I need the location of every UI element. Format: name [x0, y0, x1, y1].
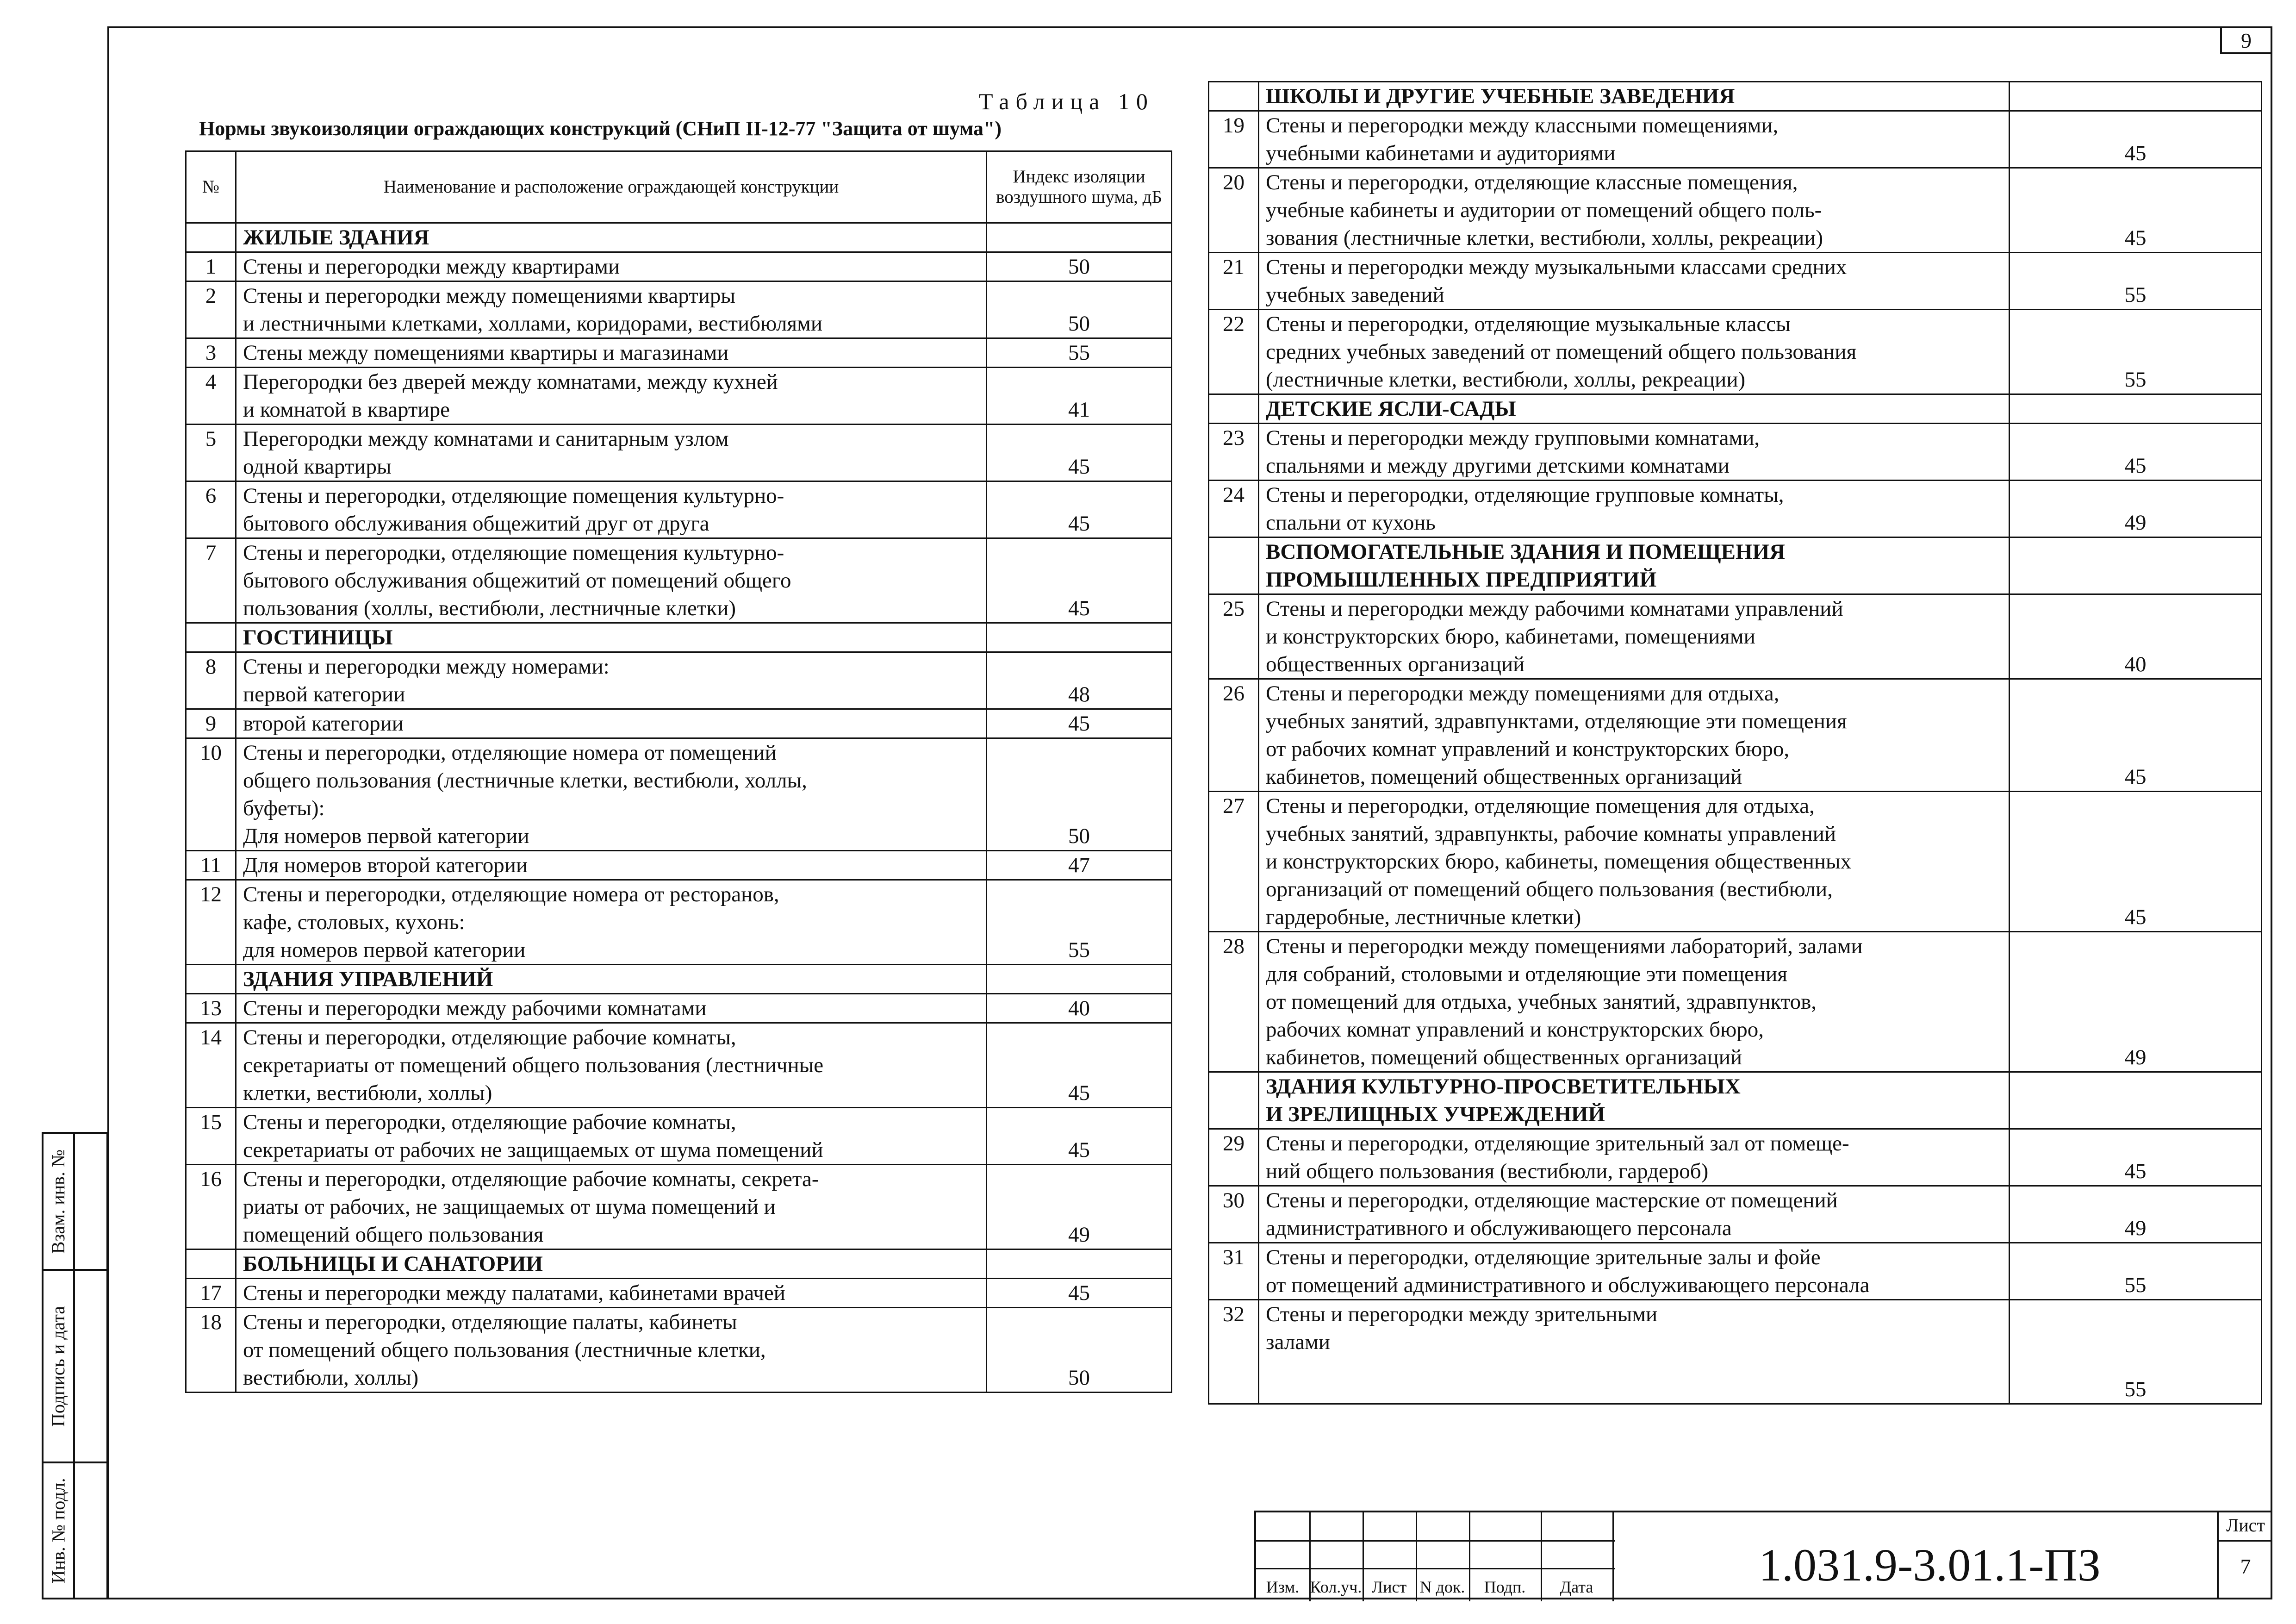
sheet-label: Лист: [2226, 1515, 2265, 1536]
row-name: ГОСТИНИЦЫ: [236, 623, 987, 652]
stamp-podpis: [42, 1269, 108, 1463]
row-name: Стены между помещениями квартиры и магазинами: [236, 338, 987, 368]
table-row: [1209, 1129, 2262, 1186]
row-number: 4: [186, 368, 236, 425]
table-number: Таблица 10: [979, 88, 1154, 114]
row-value: 47: [987, 851, 1172, 880]
row-name: ЗДАНИЯ КУЛЬТУРНО-ПРОСВЕТИТЕЛЬНЫХ И ЗРЕЛИЩНЫХ УЧРЕЖДЕНИЙ: [1259, 1072, 2010, 1129]
row-number: 3: [186, 338, 236, 368]
table-row: [186, 281, 1172, 338]
hdr-izm: Изм.: [1266, 1578, 1300, 1596]
row-value: 41: [987, 368, 1172, 425]
row-number: 15: [186, 1108, 236, 1165]
row-value: 40: [987, 994, 1172, 1023]
row-number: 30: [1209, 1186, 1259, 1243]
section-row: [186, 223, 1172, 252]
row-name: Стены и перегородки между номерами: первой категории: [236, 652, 987, 709]
row-value: 45: [987, 425, 1172, 481]
row-number: 11: [186, 851, 236, 880]
row-value: 50: [987, 1308, 1172, 1393]
row-name: Стены и перегородки между музыкальными классами средних учебных заведений: [1259, 253, 2010, 310]
row-name: ШКОЛЫ И ДРУГИЕ УЧЕБНЫЕ ЗАВЕДЕНИЯ: [1259, 82, 2010, 111]
row-name: Стены и перегородки, отделяющие зрительные залы и фойе от помещений административного и обслуживающего персонала: [1259, 1243, 2010, 1300]
row-value: 45: [2010, 1129, 2262, 1186]
table-row: [186, 652, 1172, 709]
row-value: 45: [2010, 424, 2262, 481]
title-block: [1254, 1511, 2272, 1599]
row-name: Стены и перегородки, отделяющие групповые комнаты, спальни от кухонь: [1259, 481, 2010, 537]
row-value: 49: [2010, 932, 2262, 1072]
row-value: 55: [2010, 253, 2262, 310]
row-value: [987, 1249, 1172, 1279]
section-row: [186, 965, 1172, 994]
section-row: [1209, 394, 2262, 424]
row-name: ДЕТСКИЕ ЯСЛИ-САДЫ: [1259, 394, 2010, 424]
stamp-vzam: [42, 1132, 108, 1271]
row-name: Стены и перегородки, отделяющие номера от ресторанов, кафе, столовых, кухонь: для номеров первой категории: [236, 880, 987, 965]
row-name: Стены и перегородки, отделяющие номера от помещений общего пользования (лестничные клетки, вестибюли, холлы, буфеты): Для номеров первой категории: [236, 738, 987, 851]
row-number: 21: [1209, 253, 1259, 310]
row-value: [2010, 82, 2262, 111]
row-value: 55: [2010, 310, 2262, 394]
hdr-list: Лист: [1371, 1578, 1407, 1596]
table-row: [186, 880, 1172, 965]
document-code: 1.031.9-3.01.1-ПЗ: [1759, 1539, 2101, 1591]
row-number: 12: [186, 880, 236, 965]
row-name: Стены и перегородки, отделяющие палаты, кабинеты от помещений общего пользования (лестничные клетки, вестибюли, холлы): [236, 1308, 987, 1393]
row-name: Стены и перегородки между рабочими комнатами: [236, 994, 987, 1023]
row-number: 31: [1209, 1243, 1259, 1300]
row-value: 50: [987, 252, 1172, 281]
left-table: [185, 150, 1172, 1393]
row-name: Перегородки между комнатами и санитарным узлом одной квартиры: [236, 425, 987, 481]
stamp-podpis-label: Подпись и дата: [48, 1305, 69, 1427]
row-name: Стены и перегородки, отделяющие рабочие комнаты, секретариаты от рабочих не защищаемых от шума помещений: [236, 1108, 987, 1165]
row-name: Стены и перегородки, отделяющие музыкальные классы средних учебных заведений от помещений общего пользования (лестничные клетки, вестибюли, холлы, рекреации): [1259, 310, 2010, 394]
row-number: [186, 623, 236, 652]
table-row: [186, 1165, 1172, 1249]
hdr-data: Дата: [1560, 1578, 1593, 1596]
row-value: 55: [2010, 1300, 2262, 1404]
section-row: [1209, 1072, 2262, 1129]
row-value: [987, 965, 1172, 994]
row-number: [1209, 537, 1259, 594]
row-number: 14: [186, 1023, 236, 1108]
table-row: [186, 338, 1172, 368]
row-name: Стены и перегородки между помещениями лабораторий, залами для собраний, столовыми и отделяющие эти помещения от помещений для отдыха, учебных занятий, здравпунктов, рабочих комнат управлений и конструкторских бюро, кабинетов, помещений общественных организаций: [1259, 932, 2010, 1072]
row-number: [186, 1249, 236, 1279]
row-number: 7: [186, 538, 236, 623]
row-value: 40: [2010, 594, 2262, 679]
section-row: [1209, 537, 2262, 594]
row-name: Стены и перегородки, отделяющие рабочие комнаты, секретариаты от помещений общего пользования (лестничные клетки, вестибюли, холлы): [236, 1023, 987, 1108]
table-row: [1209, 932, 2262, 1072]
row-value: 45: [2010, 679, 2262, 792]
right-table: [1208, 81, 2262, 1405]
section-row: [186, 623, 1172, 652]
row-value: 55: [2010, 1243, 2262, 1300]
table-row: [1209, 1300, 2262, 1404]
row-name: БОЛЬНИЦЫ И САНАТОРИИ: [236, 1249, 987, 1279]
row-value: 50: [987, 738, 1172, 851]
sheet-number: 7: [2240, 1555, 2251, 1578]
row-value: [2010, 537, 2262, 594]
row-number: 5: [186, 425, 236, 481]
row-number: 6: [186, 481, 236, 538]
row-number: 25: [1209, 594, 1259, 679]
row-name: Стены и перегородки, отделяющие классные помещения, учебные кабинеты и аудитории от помещений общего поль- зования (лестничные клетки, вестибюли, холлы, рекреации): [1259, 168, 2010, 253]
hdr-ndok: N док.: [1419, 1578, 1465, 1596]
table-row: [186, 851, 1172, 880]
table-row: [1209, 481, 2262, 537]
row-value: 49: [2010, 1186, 2262, 1243]
row-name: ЖИЛЫЕ ЗДАНИЯ: [236, 223, 987, 252]
table-row: [186, 994, 1172, 1023]
row-value: 45: [987, 481, 1172, 538]
row-number: 17: [186, 1279, 236, 1308]
row-name: Стены и перегородки, отделяющие помещения культурно- бытового обслуживания общежитий от помещений общего пользования (холлы, вестибюли, лестничные клетки): [236, 538, 987, 623]
row-number: 13: [186, 994, 236, 1023]
row-number: [186, 965, 236, 994]
table-row: [1209, 594, 2262, 679]
table-row: [1209, 424, 2262, 481]
row-number: [1209, 394, 1259, 424]
row-name: Стены и перегородки между квартирами: [236, 252, 987, 281]
row-name: Стены и перегородки между классными помещениями, учебными кабинетами и аудиториями: [1259, 111, 2010, 168]
row-value: 48: [987, 652, 1172, 709]
stamp-inv-label: Инв. № подл.: [48, 1478, 69, 1583]
table-row: [186, 1108, 1172, 1165]
table-row: [186, 738, 1172, 851]
row-name: Стены и перегородки, отделяющие зрительный зал от помеще- ний общего пользования (вестибюли, гардероб): [1259, 1129, 2010, 1186]
section-row: [186, 1249, 1172, 1279]
row-number: [1209, 1072, 1259, 1129]
row-value: 55: [987, 880, 1172, 965]
row-value: 45: [987, 709, 1172, 738]
row-number: 29: [1209, 1129, 1259, 1186]
row-number: 9: [186, 709, 236, 738]
row-value: 45: [987, 1108, 1172, 1165]
hdr-podp: Подп.: [1484, 1578, 1526, 1596]
table-row: [1209, 111, 2262, 168]
row-value: 45: [987, 1023, 1172, 1108]
table-row: [186, 1279, 1172, 1308]
stamp-inv: [42, 1462, 108, 1599]
row-value: [987, 623, 1172, 652]
table-row: [186, 368, 1172, 425]
row-number: 10: [186, 738, 236, 851]
row-name: Стены и перегородки, отделяющие помещения для отдыха, учебных занятий, здравпункты, рабочие комнаты управлений и конструкторских бюро, кабинеты, помещения общественных организаций от помещений общего пользования (вестибюли, гардеробные, лестничные клетки): [1259, 792, 2010, 932]
row-number: 2: [186, 281, 236, 338]
row-value: 45: [2010, 792, 2262, 932]
row-number: 8: [186, 652, 236, 709]
table-row: [1209, 253, 2262, 310]
row-name: Стены и перегородки между помещениями для отдыха, учебных занятий, здравпунктами, отделяющие эти помещения от рабочих комнат управлений и конструкторских бюро, кабинетов, помещений общественных организаций: [1259, 679, 2010, 792]
row-number: 32: [1209, 1300, 1259, 1404]
table-row: [186, 1308, 1172, 1393]
hdr-kol: Кол.уч.: [1310, 1578, 1362, 1596]
table-row: [186, 252, 1172, 281]
row-value: [2010, 394, 2262, 424]
stamp-vzam-label: Взам. инв. №: [48, 1149, 69, 1254]
row-name: Стены и перегородки между палатами, кабинетами врачей: [236, 1279, 987, 1308]
row-value: [2010, 1072, 2262, 1129]
row-name: Стены и перегородки, отделяющие помещения культурно- бытового обслуживания общежитий друг от друга: [236, 481, 987, 538]
row-name: Перегородки без дверей между комнатами, между кухней и комнатой в квартире: [236, 368, 987, 425]
row-number: 23: [1209, 424, 1259, 481]
row-name: второй категории: [236, 709, 987, 738]
sheet-box: [2217, 1511, 2272, 1599]
table-row: [186, 1023, 1172, 1108]
section-row: [1209, 82, 2262, 111]
table-row: [186, 481, 1172, 538]
row-number: [1209, 82, 1259, 111]
row-number: 16: [186, 1165, 236, 1249]
table-title: Нормы звукоизоляции ограждающих конструкций (СНиП II-12-77 "Защита от шума"): [199, 117, 1002, 140]
header-num: №: [186, 151, 236, 223]
row-value: 45: [2010, 168, 2262, 253]
header-index: Индекс изоляции воздушного шума, дБ: [987, 151, 1172, 223]
row-number: 20: [1209, 168, 1259, 253]
table-row: [186, 425, 1172, 481]
table-row: [1209, 792, 2262, 932]
row-number: 24: [1209, 481, 1259, 537]
row-name: Стены и перегородки между групповыми комнатами, спальнями и между другими детскими комнатами: [1259, 424, 2010, 481]
row-name: Стены и перегородки, отделяющие мастерские от помещений административного и обслуживающего персонала: [1259, 1186, 2010, 1243]
row-name: Стены и перегородки между зрительными залами: [1259, 1300, 2010, 1404]
row-value: 45: [987, 538, 1172, 623]
table-row: [1209, 168, 2262, 253]
row-value: 45: [2010, 111, 2262, 168]
row-number: 26: [1209, 679, 1259, 792]
row-number: 27: [1209, 792, 1259, 932]
row-number: 28: [1209, 932, 1259, 1072]
row-name: Стены и перегородки между рабочими комнатами управлений и конструкторских бюро, кабинетами, помещениями общественных организаций: [1259, 594, 2010, 679]
row-name: Стены и перегородки, отделяющие рабочие комнаты, секрета- риаты от рабочих, не защищаемых от шума помещений и помещений общего пользования: [236, 1165, 987, 1249]
row-value: 55: [987, 338, 1172, 368]
row-value: [987, 223, 1172, 252]
table-row: [186, 538, 1172, 623]
row-number: [186, 223, 236, 252]
row-name: ВСПОМОГАТЕЛЬНЫЕ ЗДАНИЯ И ПОМЕЩЕНИЯ ПРОМЫШЛЕННЫХ ПРЕДПРИЯТИЙ: [1259, 537, 2010, 594]
table-row: [1209, 679, 2262, 792]
row-name: Стены и перегородки между помещениями квартиры и лестничными клетками, холлами, коридорами, вестибюлями: [236, 281, 987, 338]
row-value: 49: [987, 1165, 1172, 1249]
row-number: 1: [186, 252, 236, 281]
row-number: 22: [1209, 310, 1259, 394]
row-name: ЗДАНИЯ УПРАВЛЕНИЙ: [236, 965, 987, 994]
page-corner-number: 9: [2220, 26, 2272, 54]
row-number: 19: [1209, 111, 1259, 168]
row-value: 49: [2010, 481, 2262, 537]
table-row: [1209, 1186, 2262, 1243]
table-row: [1209, 310, 2262, 394]
table-row: [1209, 1243, 2262, 1300]
row-value: 45: [987, 1279, 1172, 1308]
table-row: [186, 709, 1172, 738]
row-name: Для номеров второй категории: [236, 851, 987, 880]
row-number: 18: [186, 1308, 236, 1393]
header-name: Наименование и расположение ограждающей конструкции: [236, 151, 987, 223]
row-value: 50: [987, 281, 1172, 338]
